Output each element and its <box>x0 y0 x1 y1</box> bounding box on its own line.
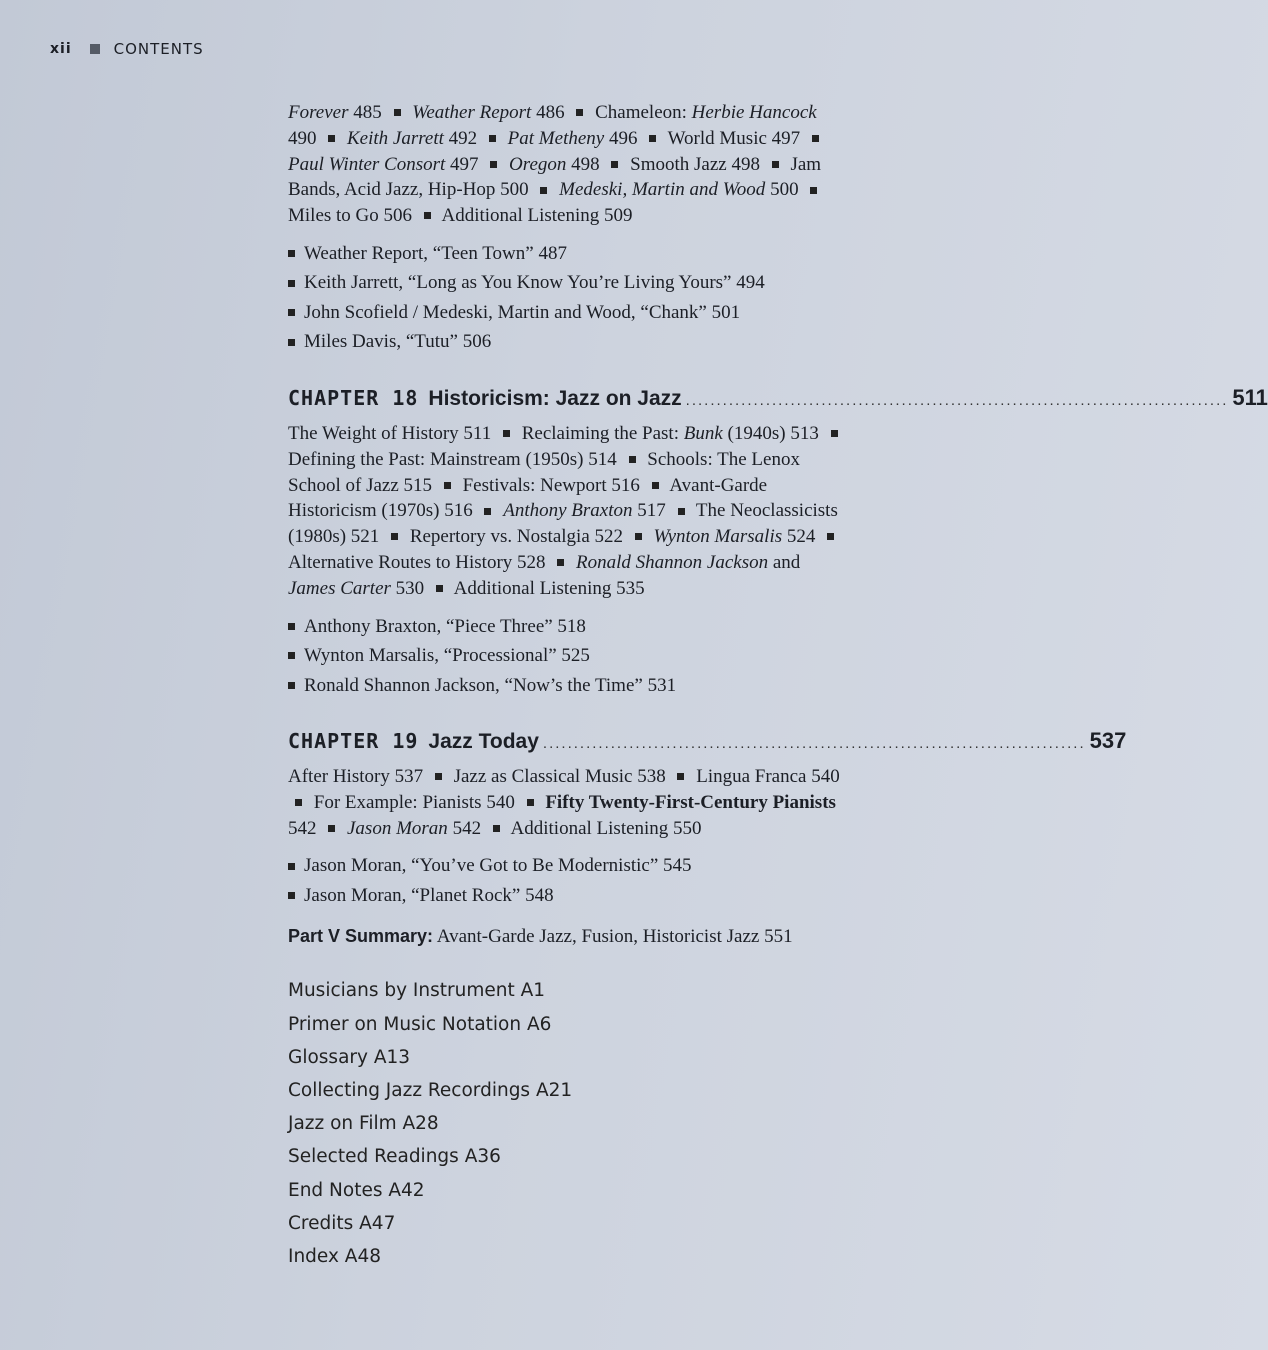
entry-text: Reclaiming the Past: <box>521 422 684 444</box>
square-bullet-icon <box>540 187 547 194</box>
entry-text: Forever <box>288 102 349 123</box>
square-bullet-icon <box>677 773 684 780</box>
square-bullet-icon <box>288 652 295 659</box>
square-bullet-icon <box>288 623 295 630</box>
entry-text: 485 <box>353 102 382 123</box>
entry-text: 517 <box>637 500 666 522</box>
entry-text: Avant-Garde Historicism (1970s) 516 <box>288 474 768 522</box>
chapter-19-entries <box>288 764 848 841</box>
entry-text: The Weight of History 511 <box>288 422 492 444</box>
part-summary <box>288 926 848 948</box>
square-bullet-icon <box>678 508 685 515</box>
square-bullet-icon <box>557 559 564 566</box>
entry-text: 500 <box>770 179 799 201</box>
listening-label: Anthony Braxton, “Piece Three” 518 <box>304 615 586 637</box>
listening-item <box>288 612 848 642</box>
chapter-title: Historicism: Jazz on Jazz <box>428 386 682 410</box>
appendix-label: Primer on Music Notation A6 <box>288 1013 552 1035</box>
square-bullet-icon <box>812 135 819 142</box>
appendix-item <box>288 1207 848 1240</box>
square-bullet-icon <box>444 482 451 489</box>
square-bullet-icon <box>810 187 817 194</box>
appendix-item <box>288 1140 848 1173</box>
chapter-number: CHAPTER 19 <box>288 729 419 754</box>
entry-text: Fifty Twenty-First-Century Pianists <box>545 791 836 813</box>
entry-text: (1940s) 513 <box>727 422 819 444</box>
appendix-item <box>288 1008 848 1041</box>
chapter-number: CHAPTER 18 <box>288 385 419 410</box>
square-bullet-icon <box>527 799 534 806</box>
square-bullet-icon <box>629 456 636 463</box>
page-header <box>50 40 204 58</box>
appendix-item <box>288 1107 848 1140</box>
entry-text: Miles to Go 506 <box>288 205 413 227</box>
entry-text: James Carter <box>288 577 391 599</box>
entry-text: Smooth Jazz 498 <box>630 153 760 175</box>
entry-text: Additional Listening 535 <box>453 577 645 599</box>
square-bullet-icon <box>611 161 618 168</box>
chapter-17-listening-list <box>288 239 848 357</box>
listening-label: Ronald Shannon Jackson, “Now’s the Time” 531 <box>304 674 677 696</box>
square-bullet-icon <box>394 109 401 116</box>
entry-text: Jam Bands, Acid Jazz, Hip-Hop 500 <box>288 153 822 201</box>
entry-text: and <box>772 551 801 573</box>
chapter-18-entries <box>288 421 848 602</box>
listening-label: Jason Moran, “Planet Rock” 548 <box>304 884 554 906</box>
entry-text: 530 <box>395 577 425 599</box>
square-bullet-icon <box>288 892 295 899</box>
entry-text: Lingua Franca 540 <box>696 766 840 788</box>
square-bullet-icon <box>391 533 398 540</box>
chapter-19-listening-list <box>288 851 848 910</box>
appendix-item <box>288 1041 848 1074</box>
appendix-label: Collecting Jazz Recordings A21 <box>288 1080 573 1102</box>
appendix-item <box>288 1174 848 1207</box>
chapter-page: 537 <box>1089 728 1127 754</box>
listening-item <box>288 239 848 269</box>
entry-text: Medeski, Martin and Wood <box>559 179 766 201</box>
entry-text: 524 <box>786 526 816 548</box>
square-bullet-icon <box>288 280 295 287</box>
chapter-18-listening-list <box>288 612 848 701</box>
chapter-17-entries <box>288 100 848 229</box>
square-bullet-icon <box>827 533 834 540</box>
square-bullet-icon <box>772 161 779 168</box>
entry-text: Chameleon: <box>595 102 692 123</box>
entry-text: Herbie Hancock <box>691 102 817 123</box>
appendix-list <box>288 974 848 1273</box>
appendix-label: Musicians by Instrument A1 <box>288 980 546 1002</box>
square-bullet-icon <box>489 135 496 142</box>
square-bullet-icon <box>576 109 583 116</box>
square-bullet-icon <box>831 430 838 437</box>
leader-dots: ........................................................................................ <box>542 735 1086 753</box>
entry-text: 497 <box>450 153 479 175</box>
entry-text: Additional Listening 509 <box>441 205 633 227</box>
entry-text: Wynton Marsalis <box>653 526 783 548</box>
entry-text: For Example: Pianists 540 <box>313 791 515 813</box>
section-label: CONTENTS <box>113 40 204 58</box>
chapter-title: Jazz Today <box>428 730 539 754</box>
listening-item <box>288 881 848 911</box>
square-bullet-icon <box>288 339 295 346</box>
square-bullet-icon <box>436 585 443 592</box>
square-bullet-icon <box>490 161 497 168</box>
entry-text: Weather Report <box>412 102 532 123</box>
part-summary-label: Part V Summary: <box>288 926 434 947</box>
page-number: xii <box>50 41 72 57</box>
listening-label: Miles Davis, “Tutu” 506 <box>304 331 492 353</box>
square-bullet-icon <box>493 825 500 832</box>
entry-text: 486 <box>536 102 565 123</box>
listening-label: John Scofield / Medeski, Martin and Wood, “Chank” 501 <box>304 301 741 323</box>
square-bullet-icon <box>503 430 510 437</box>
entry-text: Additional Listening 550 <box>510 817 702 839</box>
square-bullet-icon <box>484 508 491 515</box>
listening-label: Keith Jarrett, “Long as You Know You’re Living Yours” 494 <box>304 272 765 294</box>
leader-dots: ........................................................................................ <box>685 391 1229 409</box>
appendix-label: Glossary A13 <box>288 1046 411 1068</box>
entry-text: Festivals: Newport 516 <box>462 474 640 496</box>
listening-item <box>288 641 848 671</box>
entry-text: 492 <box>448 127 478 149</box>
entry-text: After History 537 <box>288 766 424 788</box>
appendix-label: Selected Readings A36 <box>288 1146 501 1168</box>
appendix-label: Jazz on Film A28 <box>288 1113 439 1135</box>
listening-label: Wynton Marsalis, “Processional” 525 <box>304 645 590 667</box>
entry-text: The Neoclassicists (1980s) 521 <box>288 500 838 548</box>
entry-text: Paul Winter Consort <box>288 153 446 175</box>
chapter-19-heading <box>288 728 1127 754</box>
square-bullet-icon <box>649 135 656 142</box>
listening-item <box>288 268 848 298</box>
entry-text: 542 <box>288 817 317 839</box>
entry-text: World Music 497 <box>667 127 801 149</box>
square-bullet-icon <box>288 309 295 316</box>
listening-item <box>288 327 848 357</box>
listening-item <box>288 851 848 881</box>
square-bullet-icon <box>295 799 302 806</box>
square-bullet-icon <box>435 773 442 780</box>
chapter-18-heading <box>288 384 1268 411</box>
entry-text: Schools: The Lenox School of Jazz 515 <box>288 448 800 496</box>
square-bullet-icon <box>288 250 295 257</box>
entry-text: Bunk <box>683 422 723 444</box>
chapter-page: 511 <box>1232 384 1268 410</box>
entry-text: Pat Metheny <box>507 127 605 149</box>
entry-text: 498 <box>571 153 600 175</box>
square-bullet-icon <box>288 682 295 689</box>
entry-text: Anthony Braxton <box>503 500 633 522</box>
entry-text: Ronald Shannon Jackson <box>576 551 769 573</box>
listening-item <box>288 671 848 701</box>
entry-text: Jazz as Classical Music 538 <box>453 766 666 788</box>
appendix-item <box>288 1074 848 1107</box>
square-bullet-icon <box>90 44 100 54</box>
square-bullet-icon <box>424 212 431 219</box>
appendix-item <box>288 1240 848 1273</box>
entry-text: Defining the Past: Mainstream (1950s) 514 <box>288 448 617 470</box>
appendix-label: End Notes A42 <box>288 1179 425 1201</box>
listening-label: Jason Moran, “You’ve Got to Be Modernistic” 545 <box>304 855 692 877</box>
entry-text: 542 <box>452 817 482 839</box>
appendix-label: Index A48 <box>288 1246 382 1268</box>
appendix-label: Credits A47 <box>288 1212 396 1234</box>
entry-text: Repertory vs. Nostalgia 522 <box>409 526 623 548</box>
appendix-item <box>288 974 848 1007</box>
entry-text: Keith Jarrett <box>347 127 444 149</box>
entry-text: 496 <box>608 127 638 149</box>
part-summary-text: Avant-Garde Jazz, Fusion, Historicist Jazz 551 <box>436 926 793 948</box>
square-bullet-icon <box>328 825 335 832</box>
entry-text: 490 <box>288 127 317 149</box>
square-bullet-icon <box>328 135 335 142</box>
square-bullet-icon <box>635 533 642 540</box>
listening-label: Weather Report, “Teen Town” 487 <box>304 242 567 264</box>
entry-text: Jason Moran <box>347 817 448 839</box>
listening-item <box>288 298 848 328</box>
entry-text: Oregon <box>509 153 567 175</box>
square-bullet-icon <box>288 863 295 870</box>
toc-content <box>288 100 1268 1273</box>
square-bullet-icon <box>652 482 659 489</box>
entry-text: Alternative Routes to History 528 <box>288 551 546 573</box>
